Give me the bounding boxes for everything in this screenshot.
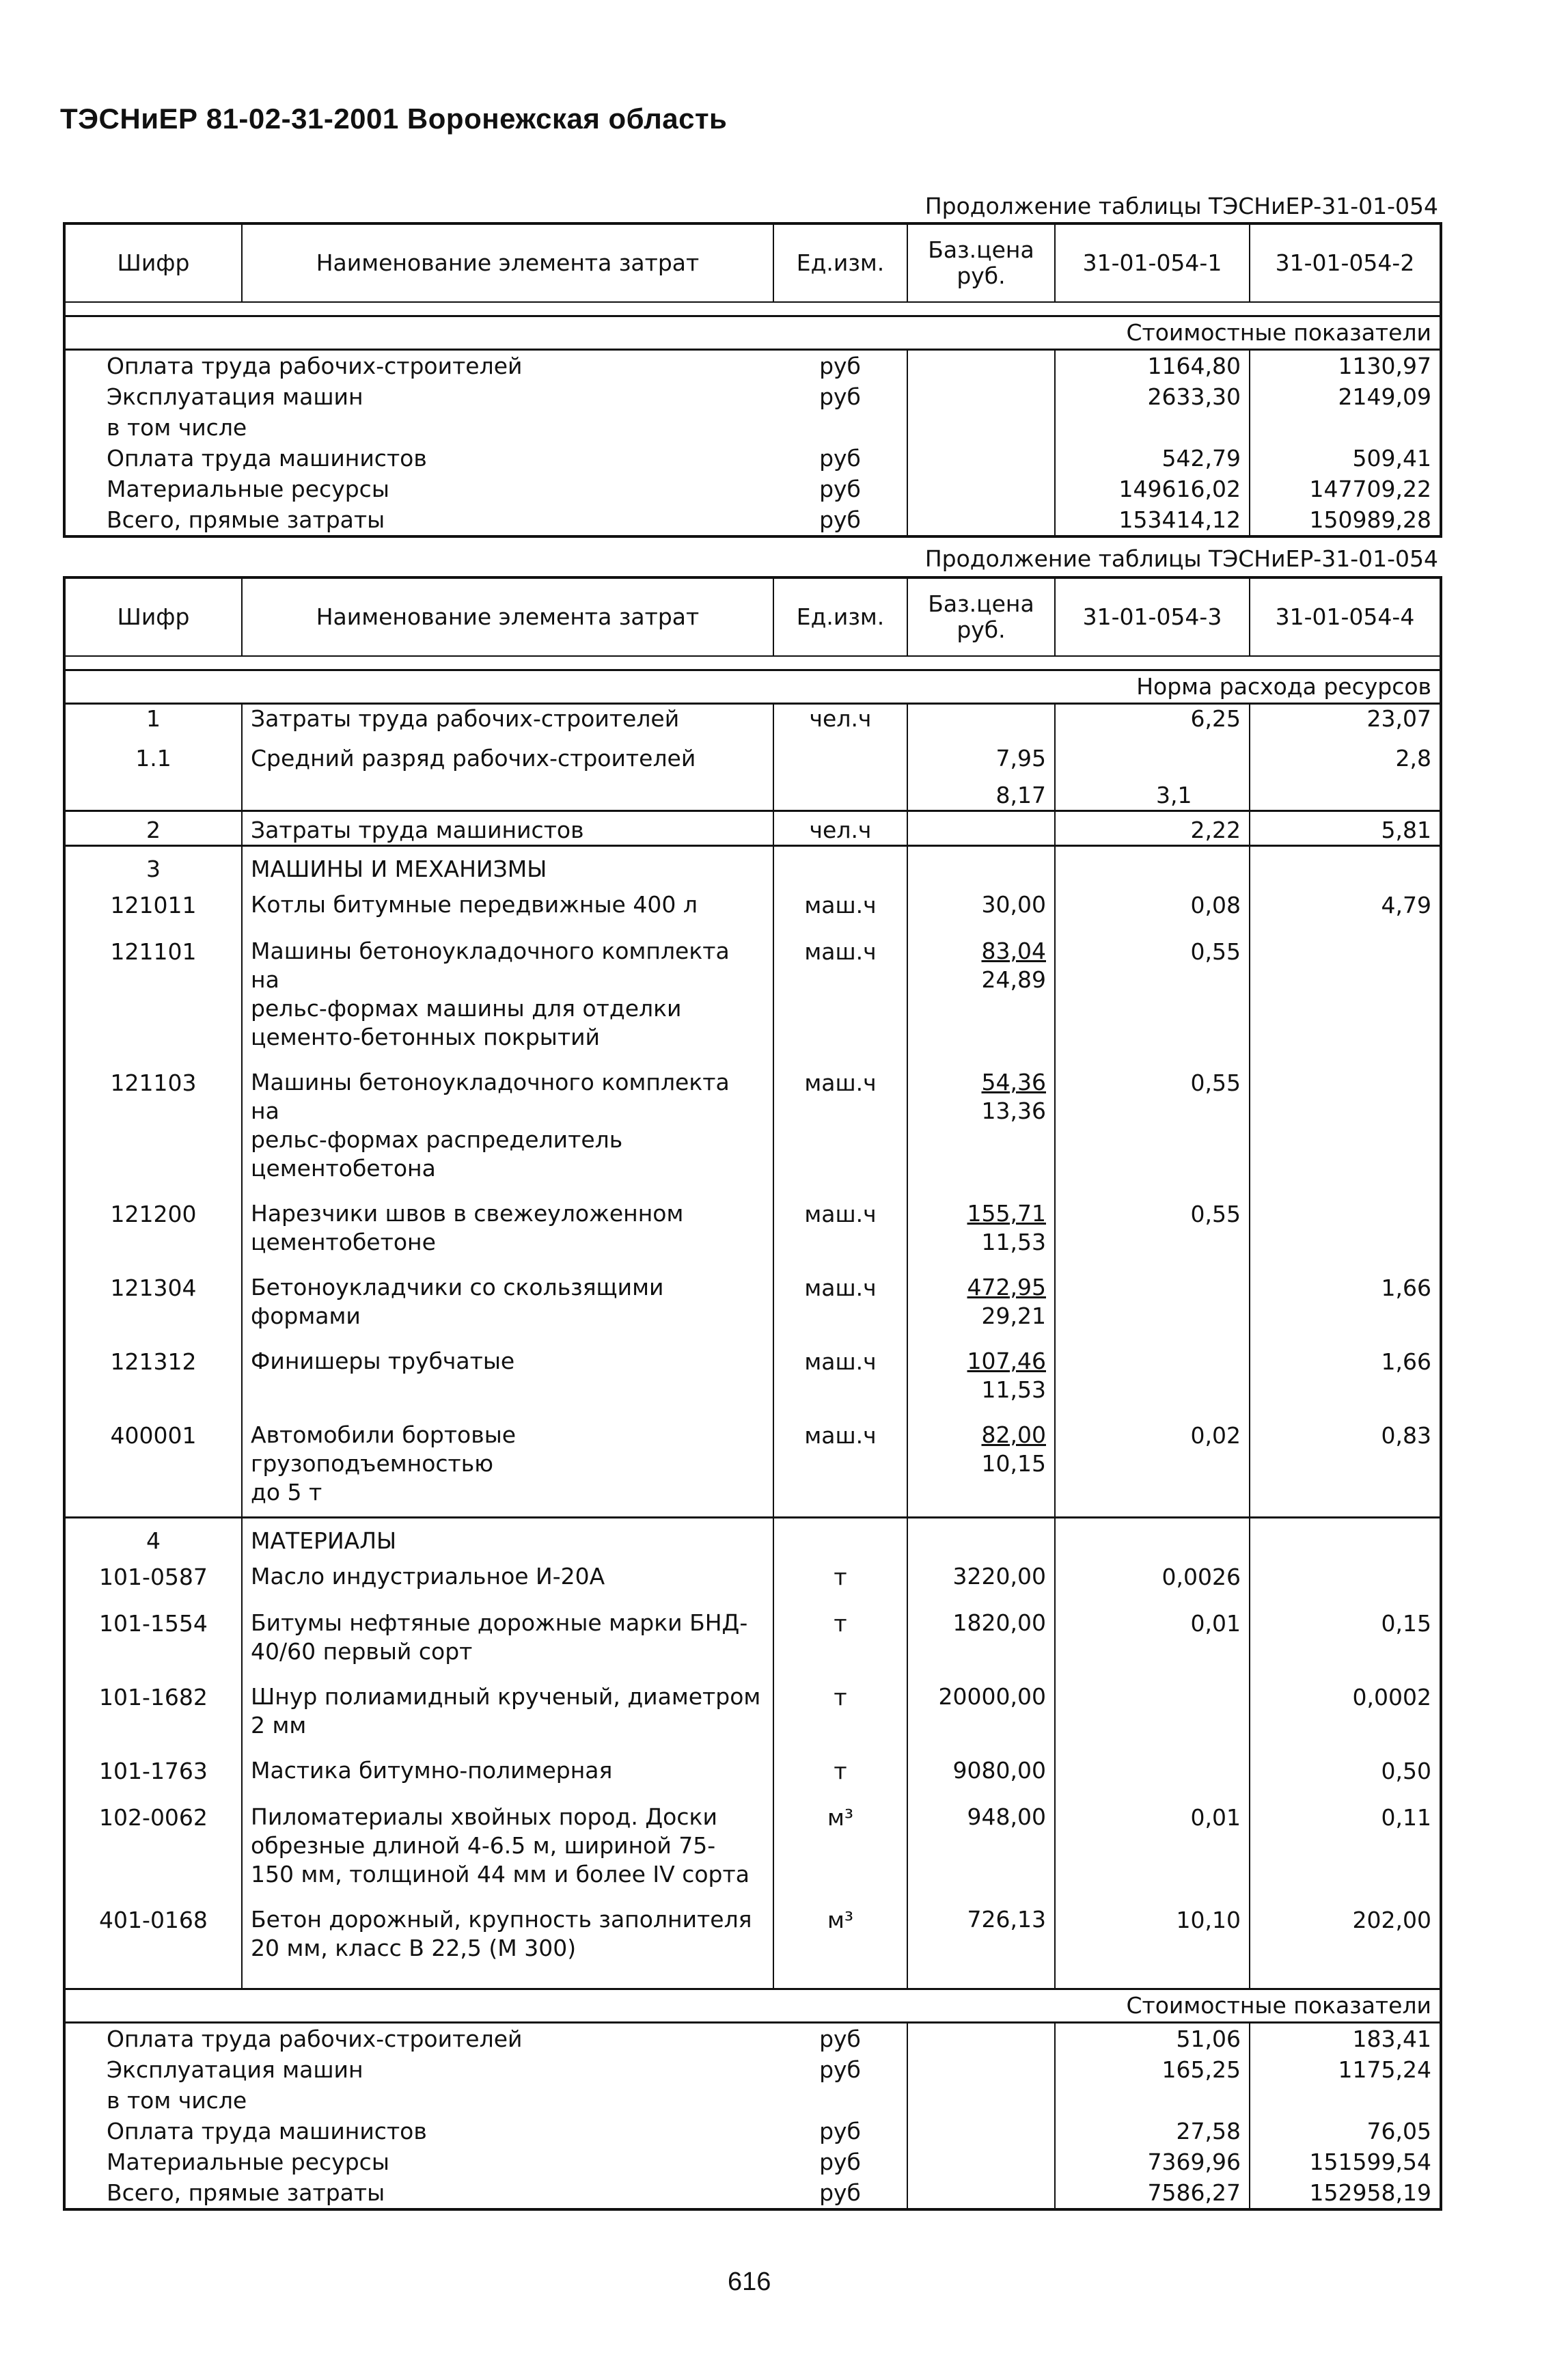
material-row: [64, 1749, 1441, 1796]
row-name-line: Масло индустриальное И-20А: [251, 1563, 605, 1590]
summary-label: Всего, прямые затраты: [107, 2179, 385, 2206]
summary-value-a: [1055, 2085, 1250, 2116]
summary-unit: руб: [773, 443, 907, 474]
row-value-b: 23,07: [1366, 705, 1431, 732]
row-price-2: 8,17: [995, 782, 1046, 808]
row-value-a: 6,25: [1055, 704, 1250, 734]
cost-table-1: [63, 222, 1442, 538]
summary-value-b: 183,41: [1352, 2025, 1431, 2052]
row-price: 472,95: [967, 1274, 1046, 1300]
header-unit: Ед.изм.: [773, 577, 907, 656]
summary-row: [64, 443, 1441, 474]
row-code: 121312: [64, 1340, 242, 1414]
summary-value-a: 7586,27: [1055, 2177, 1250, 2209]
summary-value-b: 152958,19: [1309, 2179, 1431, 2206]
section-code: 4: [64, 1518, 242, 1556]
row-code: 2: [64, 811, 242, 846]
row-price-2: 11,53: [981, 1229, 1046, 1255]
row-code: 121101: [64, 930, 242, 1061]
summary-unit: руб: [773, 2147, 907, 2177]
row-unit: маш.ч: [773, 1193, 907, 1266]
summary-value-a: 149616,02: [1055, 474, 1250, 504]
row-name: [242, 1602, 773, 1676]
material-row: [64, 1676, 1441, 1749]
row-name-line: Пиломатериалы хвойных пород. Доски: [251, 1803, 717, 1830]
row-name: [242, 1749, 773, 1796]
row-price-2: 24,89: [981, 966, 1046, 993]
summary-row: [64, 2022, 1441, 2054]
row-unit: т: [773, 1555, 907, 1602]
row-value-a: 2,22: [1055, 811, 1250, 846]
row-price-cell: [907, 1340, 1055, 1414]
row-price: 7,95: [995, 745, 1046, 772]
summary-value-b: 147709,22: [1309, 476, 1431, 502]
summary-row: [64, 2054, 1441, 2085]
row-name: [242, 1676, 773, 1749]
row-name-line: Машины бетоноукладочного комплекта на: [251, 938, 730, 993]
row-name-line: Мастика битумно-полимерная: [251, 1757, 613, 1784]
row-price-cell: [907, 1602, 1055, 1676]
row-unit: т: [773, 1676, 907, 1749]
row-name-line: Бетоноукладчики со скользящими: [251, 1274, 664, 1300]
row-value-b: 0,83: [1381, 1422, 1431, 1449]
row-unit: т: [773, 1749, 907, 1796]
summary-row: [64, 474, 1441, 504]
row-name: [242, 1340, 773, 1414]
row-value-b: 1,66: [1381, 1348, 1431, 1375]
row-name: Затраты труда машинистов: [242, 811, 773, 846]
row-value-a: 0,08: [1055, 884, 1250, 930]
machine-row: [64, 1266, 1441, 1340]
summary-value-a: 1164,80: [1055, 350, 1250, 382]
header-name: Наименование элемента затрат: [242, 577, 773, 656]
row-price-cell: [907, 1898, 1055, 1972]
row-value-a: [1055, 1749, 1250, 1796]
summary-label: Оплата труда рабочих-строителей: [107, 2025, 523, 2052]
table2-caption: Продолжение таблицы ТЭСНиЕР-31-01-054: [924, 545, 1438, 572]
row-name: [242, 1555, 773, 1602]
row-price: 948,00: [967, 1803, 1046, 1830]
table1-header-row: [64, 223, 1441, 302]
row-name-line: обрезные длиной 4-6.5 м, шириной 75-: [251, 1832, 716, 1859]
row-price: 83,04: [981, 938, 1046, 964]
row-price: 3220,00: [952, 1563, 1046, 1590]
summary-value-a: [1055, 412, 1250, 443]
summary-label: в том числе: [107, 414, 247, 441]
row-value-a: 10,10: [1055, 1898, 1250, 1972]
row-name-line: Шнур полиамидный крученый, диаметром: [251, 1683, 761, 1710]
materials-section-header: [64, 1518, 1441, 1556]
row-value-b: 2,8: [1395, 745, 1431, 772]
row-price-2: 11,53: [981, 1376, 1046, 1403]
row-value-a: 0,0026: [1055, 1555, 1250, 1602]
material-row: [64, 1555, 1441, 1602]
row-unit: т: [773, 1602, 907, 1676]
summary-row: [64, 2116, 1441, 2147]
summary-unit: руб: [773, 474, 907, 504]
row-value-a: 0,55: [1055, 1193, 1250, 1266]
row-name: [242, 1898, 773, 1972]
header-price-line1: Баз.цена: [928, 236, 1034, 263]
summary-unit: руб: [773, 350, 907, 382]
cost-table-2: [63, 576, 1442, 2211]
row-value-b: 0,50: [1381, 1758, 1431, 1784]
row-name: Затраты труда рабочих-строителей: [242, 704, 773, 734]
machine-row: [64, 1061, 1441, 1193]
row-value-b: 0,15: [1381, 1610, 1431, 1637]
header-code: Шифр: [64, 223, 242, 302]
row-price-cell: [907, 1676, 1055, 1749]
row-price-cell: [907, 884, 1055, 930]
row-price: 54,36: [981, 1069, 1046, 1095]
header-price: [907, 223, 1055, 302]
row-name: [242, 1193, 773, 1266]
header-unit: Ед.изм.: [773, 223, 907, 302]
row-value-b: 4,79: [1381, 892, 1431, 918]
row-name-line: рельс-формах распределитель: [251, 1126, 623, 1153]
table2-header-row: [64, 577, 1441, 656]
row-unit: маш.ч: [773, 1266, 907, 1340]
row-name-line: 150 мм, толщиной 44 мм и более IV сорта: [251, 1861, 749, 1888]
summary-value-a: 27,58: [1055, 2116, 1250, 2147]
row-code: 121200: [64, 1193, 242, 1266]
row-code: 121304: [64, 1266, 242, 1340]
row-value-a: 0,01: [1055, 1602, 1250, 1676]
summary-label: Материальные ресурсы: [107, 476, 389, 502]
row-name-line: 2 мм: [251, 1712, 307, 1739]
row-value-b: 0,0002: [1352, 1684, 1431, 1711]
summary-label: Эксплуатация машин: [107, 383, 363, 410]
material-row: [64, 1898, 1441, 1972]
row-name-line: Нарезчики швов в свежеуложенном: [251, 1200, 684, 1227]
row-price-cell: [907, 1061, 1055, 1193]
row-value-a: 0,02: [1055, 1414, 1250, 1518]
row-price: 9080,00: [952, 1757, 1046, 1784]
labor-row-2: [64, 811, 1441, 846]
summary-value-b: [1250, 2085, 1441, 2116]
material-row: [64, 1796, 1441, 1898]
summary-label: Всего, прямые затраты: [107, 506, 385, 533]
header-col-a: 31-01-054-1: [1055, 223, 1250, 302]
summary-label: Эксплуатация машин: [107, 2056, 363, 2083]
row-value-a: [1055, 1340, 1250, 1414]
row-value-b: 0,11: [1381, 1804, 1431, 1831]
summary-label: Оплата труда рабочих-строителей: [107, 353, 523, 379]
row-price: 1820,00: [952, 1609, 1046, 1636]
row-unit: м³: [773, 1796, 907, 1898]
row-value-a: 0,55: [1055, 930, 1250, 1061]
summary-value-a: 51,06: [1055, 2022, 1250, 2054]
summary-unit: руб: [773, 2054, 907, 2085]
row-unit: маш.ч: [773, 1414, 907, 1518]
row-value-a: 0,01: [1055, 1796, 1250, 1898]
row-name-line: Бетон дорожный, крупность заполнителя: [251, 1906, 752, 1933]
row-price-cell: [907, 1414, 1055, 1518]
row-name: Средний разряд рабочих-строителей: [242, 733, 773, 811]
row-price-cell: [907, 1266, 1055, 1340]
summary-value-b: 1130,97: [1338, 353, 1431, 379]
summary-label: в том числе: [107, 2086, 247, 2114]
row-value-b: [1250, 1061, 1441, 1193]
row-unit: м³: [773, 1898, 907, 1972]
row-value-b: 1,66: [1381, 1275, 1431, 1301]
page-number: 616: [728, 2267, 771, 2296]
row-name-line: цементо-бетонных покрытий: [251, 1024, 600, 1050]
row-name-line: Финишеры трубчатые: [251, 1348, 515, 1374]
summary-row: [64, 2147, 1441, 2177]
row-name-line: 20 мм, класс В 22,5 (М 300): [251, 1935, 577, 1961]
row-name: [242, 930, 773, 1061]
summary-label: Материальные ресурсы: [107, 2148, 389, 2175]
table2-band-norms: [64, 670, 1441, 704]
header-price-line2: руб.: [957, 262, 1006, 289]
summary-row: [64, 350, 1441, 382]
row-name-line: 40/60 первый сорт: [251, 1638, 473, 1665]
summary-value-a: 7369,96: [1055, 2147, 1250, 2177]
row-price-2: 29,21: [981, 1303, 1046, 1329]
row-code: 101-0587: [64, 1555, 242, 1602]
summary-value-b: 509,41: [1352, 445, 1431, 472]
row-code: 102-0062: [64, 1796, 242, 1898]
row-unit: маш.ч: [773, 930, 907, 1061]
summary-value-b: 76,05: [1366, 2117, 1431, 2144]
row-name-line: Машины бетоноукладочного комплекта на: [251, 1069, 730, 1124]
summary-unit: руб: [773, 2022, 907, 2054]
row-name: [242, 1266, 773, 1340]
row-price-2: 13,36: [981, 1098, 1046, 1124]
summary-value-a: 542,79: [1055, 443, 1250, 474]
summary-value-b: 151599,54: [1309, 2148, 1431, 2175]
machine-row: [64, 1340, 1441, 1414]
summary-row: [64, 504, 1441, 536]
summary-unit: руб: [773, 381, 907, 412]
row-code: 400001: [64, 1414, 242, 1518]
row-name: [242, 1061, 773, 1193]
section-title: МАШИНЫ И МЕХАНИЗМЫ: [242, 846, 773, 884]
row-unit: чел.ч: [773, 811, 907, 846]
labor-row-1: [64, 704, 1441, 734]
row-value-a: 0,55: [1055, 1061, 1250, 1193]
row-value-a-2: 3,1: [1156, 782, 1192, 808]
machines-section-header: [64, 846, 1441, 884]
row-name-line: Битумы нефтяные дорожные марки БНД-: [251, 1609, 748, 1636]
row-code: 1.1: [64, 733, 242, 811]
header-col-a: 31-01-054-3: [1055, 577, 1250, 656]
machine-row: [64, 1414, 1441, 1518]
summary-value-b: 150989,28: [1309, 506, 1431, 533]
header-price: [907, 577, 1055, 656]
row-code: 101-1554: [64, 1602, 242, 1676]
row-name-line: цементобетоне: [251, 1229, 436, 1255]
row-value-b: [1250, 1555, 1441, 1602]
machine-row: [64, 1193, 1441, 1266]
row-price: 82,00: [981, 1421, 1046, 1448]
row-code: 1: [64, 704, 242, 734]
summary-unit: [773, 2085, 907, 2116]
row-unit: чел.ч: [773, 704, 907, 734]
row-price: 30,00: [981, 891, 1046, 918]
machine-row: [64, 930, 1441, 1061]
row-code: 121103: [64, 1061, 242, 1193]
row-name-line: формами: [251, 1303, 361, 1329]
row-name-line: цементобетона: [251, 1155, 436, 1182]
row-code: 121011: [64, 884, 242, 930]
row-code: 401-0168: [64, 1898, 242, 1972]
row-price-cell: [907, 1796, 1055, 1898]
row-value-b: [1250, 1193, 1441, 1266]
row-name: [242, 884, 773, 930]
row-name-line: рельс-формах машины для отделки: [251, 995, 682, 1022]
header-col-b: 31-01-054-4: [1250, 577, 1441, 656]
band-label: Стоимостные показатели: [64, 1989, 1441, 2022]
row-name-line: до 5 т: [251, 1479, 322, 1506]
row-name-line: Автомобили бортовые грузоподъемностью: [251, 1421, 517, 1477]
row-price-cell: [907, 1193, 1055, 1266]
section-title: МАТЕРИАЛЫ: [242, 1518, 773, 1556]
band-label: Стоимостные показатели: [64, 316, 1441, 350]
section-code: 3: [64, 846, 242, 884]
summary-row: [64, 2085, 1441, 2116]
summary-value-b: 1175,24: [1338, 2056, 1431, 2083]
row-unit: маш.ч: [773, 1061, 907, 1193]
row-value-b: 202,00: [1352, 1907, 1431, 1933]
row-value-b: 5,81: [1250, 811, 1441, 846]
header-code: Шифр: [64, 577, 242, 656]
row-value-a: [1055, 1266, 1250, 1340]
summary-label: Оплата труда машинистов: [107, 445, 427, 472]
table1-caption: Продолжение таблицы ТЭСНиЕР-31-01-054: [924, 193, 1438, 219]
summary-label: Оплата труда машинистов: [107, 2117, 427, 2144]
row-price-cell: [907, 1749, 1055, 1796]
summary-unit: руб: [773, 504, 907, 536]
row-price: 107,46: [967, 1348, 1046, 1374]
summary-value-b: [1250, 412, 1441, 443]
row-unit: маш.ч: [773, 884, 907, 930]
row-code: 101-1682: [64, 1676, 242, 1749]
row-price: 726,13: [967, 1906, 1046, 1933]
row-name-line: Котлы битумные передвижные 400 л: [251, 891, 698, 918]
header-name: Наименование элемента затрат: [242, 223, 773, 302]
row-price: 155,71: [967, 1200, 1046, 1227]
row-price-2: 10,15: [981, 1450, 1046, 1477]
summary-unit: [773, 412, 907, 443]
row-value-b: [1250, 930, 1441, 1061]
header-price-line1: Баз.цена: [928, 590, 1034, 617]
summary-value-a: 2633,30: [1055, 381, 1250, 412]
summary-row: [64, 412, 1441, 443]
band-label: Норма расхода ресурсов: [64, 670, 1441, 704]
row-price-cell: [907, 930, 1055, 1061]
table1-band: [64, 316, 1441, 350]
machine-row: [64, 884, 1441, 930]
row-code: 101-1763: [64, 1749, 242, 1796]
document-title: ТЭСНиЕР 81-02-31-2001 Воронежская область: [60, 103, 728, 135]
table2-band-costs: [64, 1989, 1441, 2022]
summary-unit: руб: [773, 2116, 907, 2147]
row-value-a: [1055, 1676, 1250, 1749]
summary-value-a: 153414,12: [1055, 504, 1250, 536]
summary-value-a: 165,25: [1055, 2054, 1250, 2085]
labor-row-1-1: [64, 733, 1441, 811]
summary-value-b: 2149,09: [1338, 383, 1431, 410]
summary-row: [64, 2177, 1441, 2209]
summary-row: [64, 381, 1441, 412]
row-name: [242, 1796, 773, 1898]
row-price-cell: [907, 1555, 1055, 1602]
header-col-b: 31-01-054-2: [1250, 223, 1441, 302]
header-price-line2: руб.: [957, 616, 1006, 643]
row-name: [242, 1414, 773, 1518]
row-price: 20000,00: [938, 1683, 1046, 1710]
summary-unit: руб: [773, 2177, 907, 2209]
row-unit: маш.ч: [773, 1340, 907, 1414]
material-row: [64, 1602, 1441, 1676]
